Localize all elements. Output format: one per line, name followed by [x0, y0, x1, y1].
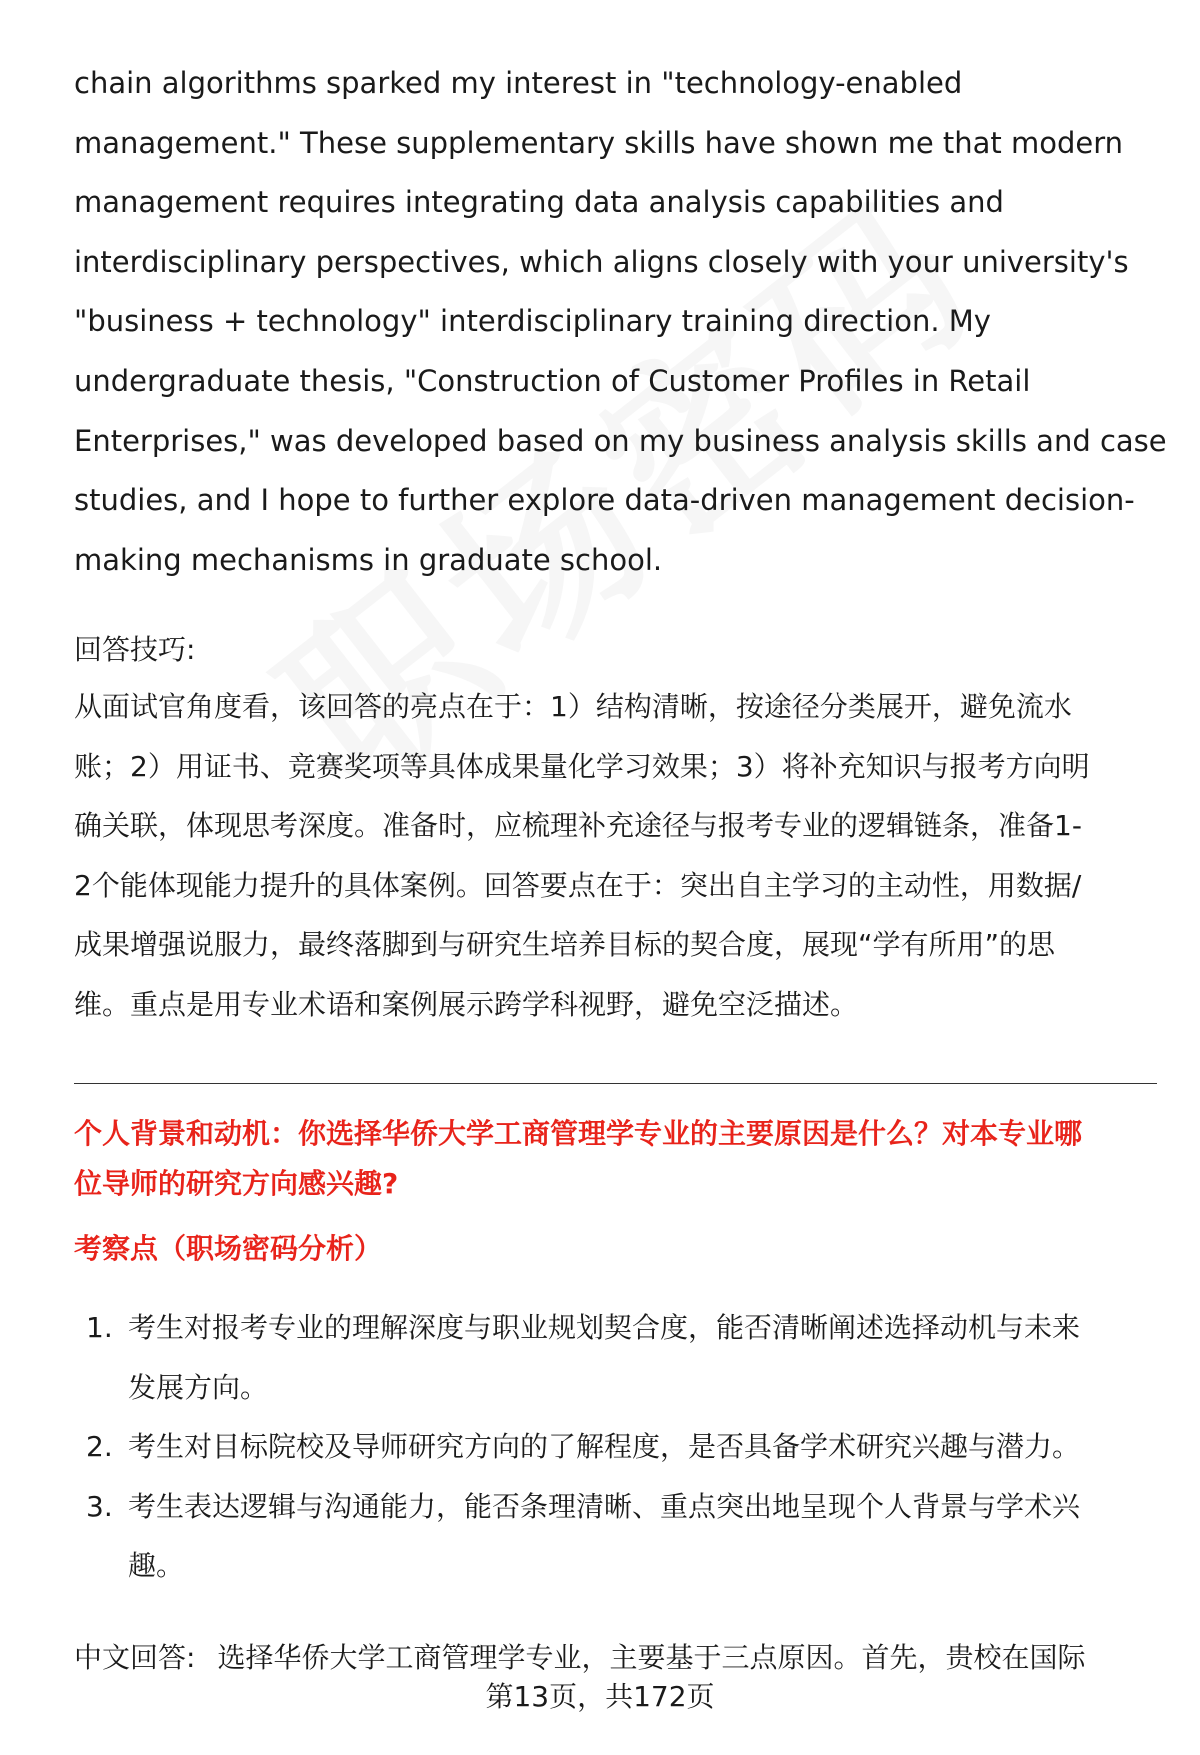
answer-text: 选择华侨大学工商管理学专业，主要基于三点原因。首先，贵校在国际 [217, 1641, 1086, 1674]
text-line: 确关联，体现思考深度。准备时，应梳理补充途径与报考专业的逻辑链条，准备1- [74, 809, 1082, 842]
list-item [74, 1417, 1164, 1477]
text-line: 发展方向。 [128, 1370, 269, 1404]
text-line: Enterprises," was developed based on my business analysis skills and case [74, 423, 1167, 458]
list-item [74, 1298, 1164, 1417]
text-line: making mechanisms in graduate school. [74, 542, 663, 577]
text-line: management requires integrating data analysis capabilities and [74, 185, 1004, 220]
section-divider [74, 1083, 1157, 1084]
list-number: 2. [86, 1430, 113, 1463]
answer-label: 中文回答: [74, 1641, 196, 1674]
text-line: chain algorithms sparked my interest in "technology-enabled [74, 66, 963, 100]
list-item [74, 1477, 1164, 1596]
text-line: 从面试官角度看，该回答的亮点在于：1）结构清晰，按途径分类展开，避免流水 [74, 690, 1072, 723]
text-line: 考生对目标院校及导师研究方向的了解程度，是否具备学术研究兴趣与潜力。 [128, 1430, 1081, 1463]
text-line: 位导师的研究方向感兴趣? [74, 1167, 399, 1200]
text-line: 考生表达逻辑与沟通能力，能否条理清晰、重点突出地呈现个人背景与学术兴 [128, 1489, 1081, 1523]
text-line: 成果增强说服力，最终落脚到与研究生培养目标的契合度，展现“学有所用”的思 [74, 928, 1056, 961]
text-line: management." These supplementary skills have shown me that modern [74, 125, 1124, 160]
page-footer: 第13页，共172页 [485, 1680, 715, 1713]
assessment-list [74, 1298, 1164, 1596]
text-line: studies, and I hope to further explore data-driven management decision- [74, 483, 1135, 518]
tips-paragraph [74, 677, 1154, 1034]
tips-label: 回答技巧: [74, 633, 196, 666]
text-line: undergraduate thesis, "Construction of Customer Profiles in Retail [74, 363, 1031, 398]
english-paragraph [74, 54, 1167, 590]
text-line: 维。重点是用专业术语和案例展示跨学科视野，避免空泛描述。 [74, 987, 859, 1021]
text-line: 个人背景和动机：你选择华侨大学工商管理学专业的主要原因是什么？对本专业哪 [74, 1117, 1083, 1150]
list-number: 3. [86, 1489, 113, 1523]
text-line: interdisciplinary perspectives, which aligns closely with your university's [74, 244, 1129, 279]
list-number: 1. [86, 1311, 113, 1344]
text-line: 趣。 [128, 1549, 185, 1582]
assessment-heading: 考察点（职场密码分析） [74, 1232, 383, 1265]
text-line: 账；2）用证书、竞赛奖项等具体成果量化学习效果；3）将补充知识与报考方向明 [74, 749, 1090, 783]
text-line: 2个能体现能力提升的具体案例。回答要点在于：突出自主学习的主动性，用数据/ [74, 868, 1082, 902]
question-title [74, 1109, 1164, 1209]
text-line: 考生对报考专业的理解深度与职业规划契合度，能否清晰阐述选择动机与未来 [128, 1311, 1081, 1344]
text-line: "business + technology" interdisciplinary training direction. My [74, 304, 991, 339]
